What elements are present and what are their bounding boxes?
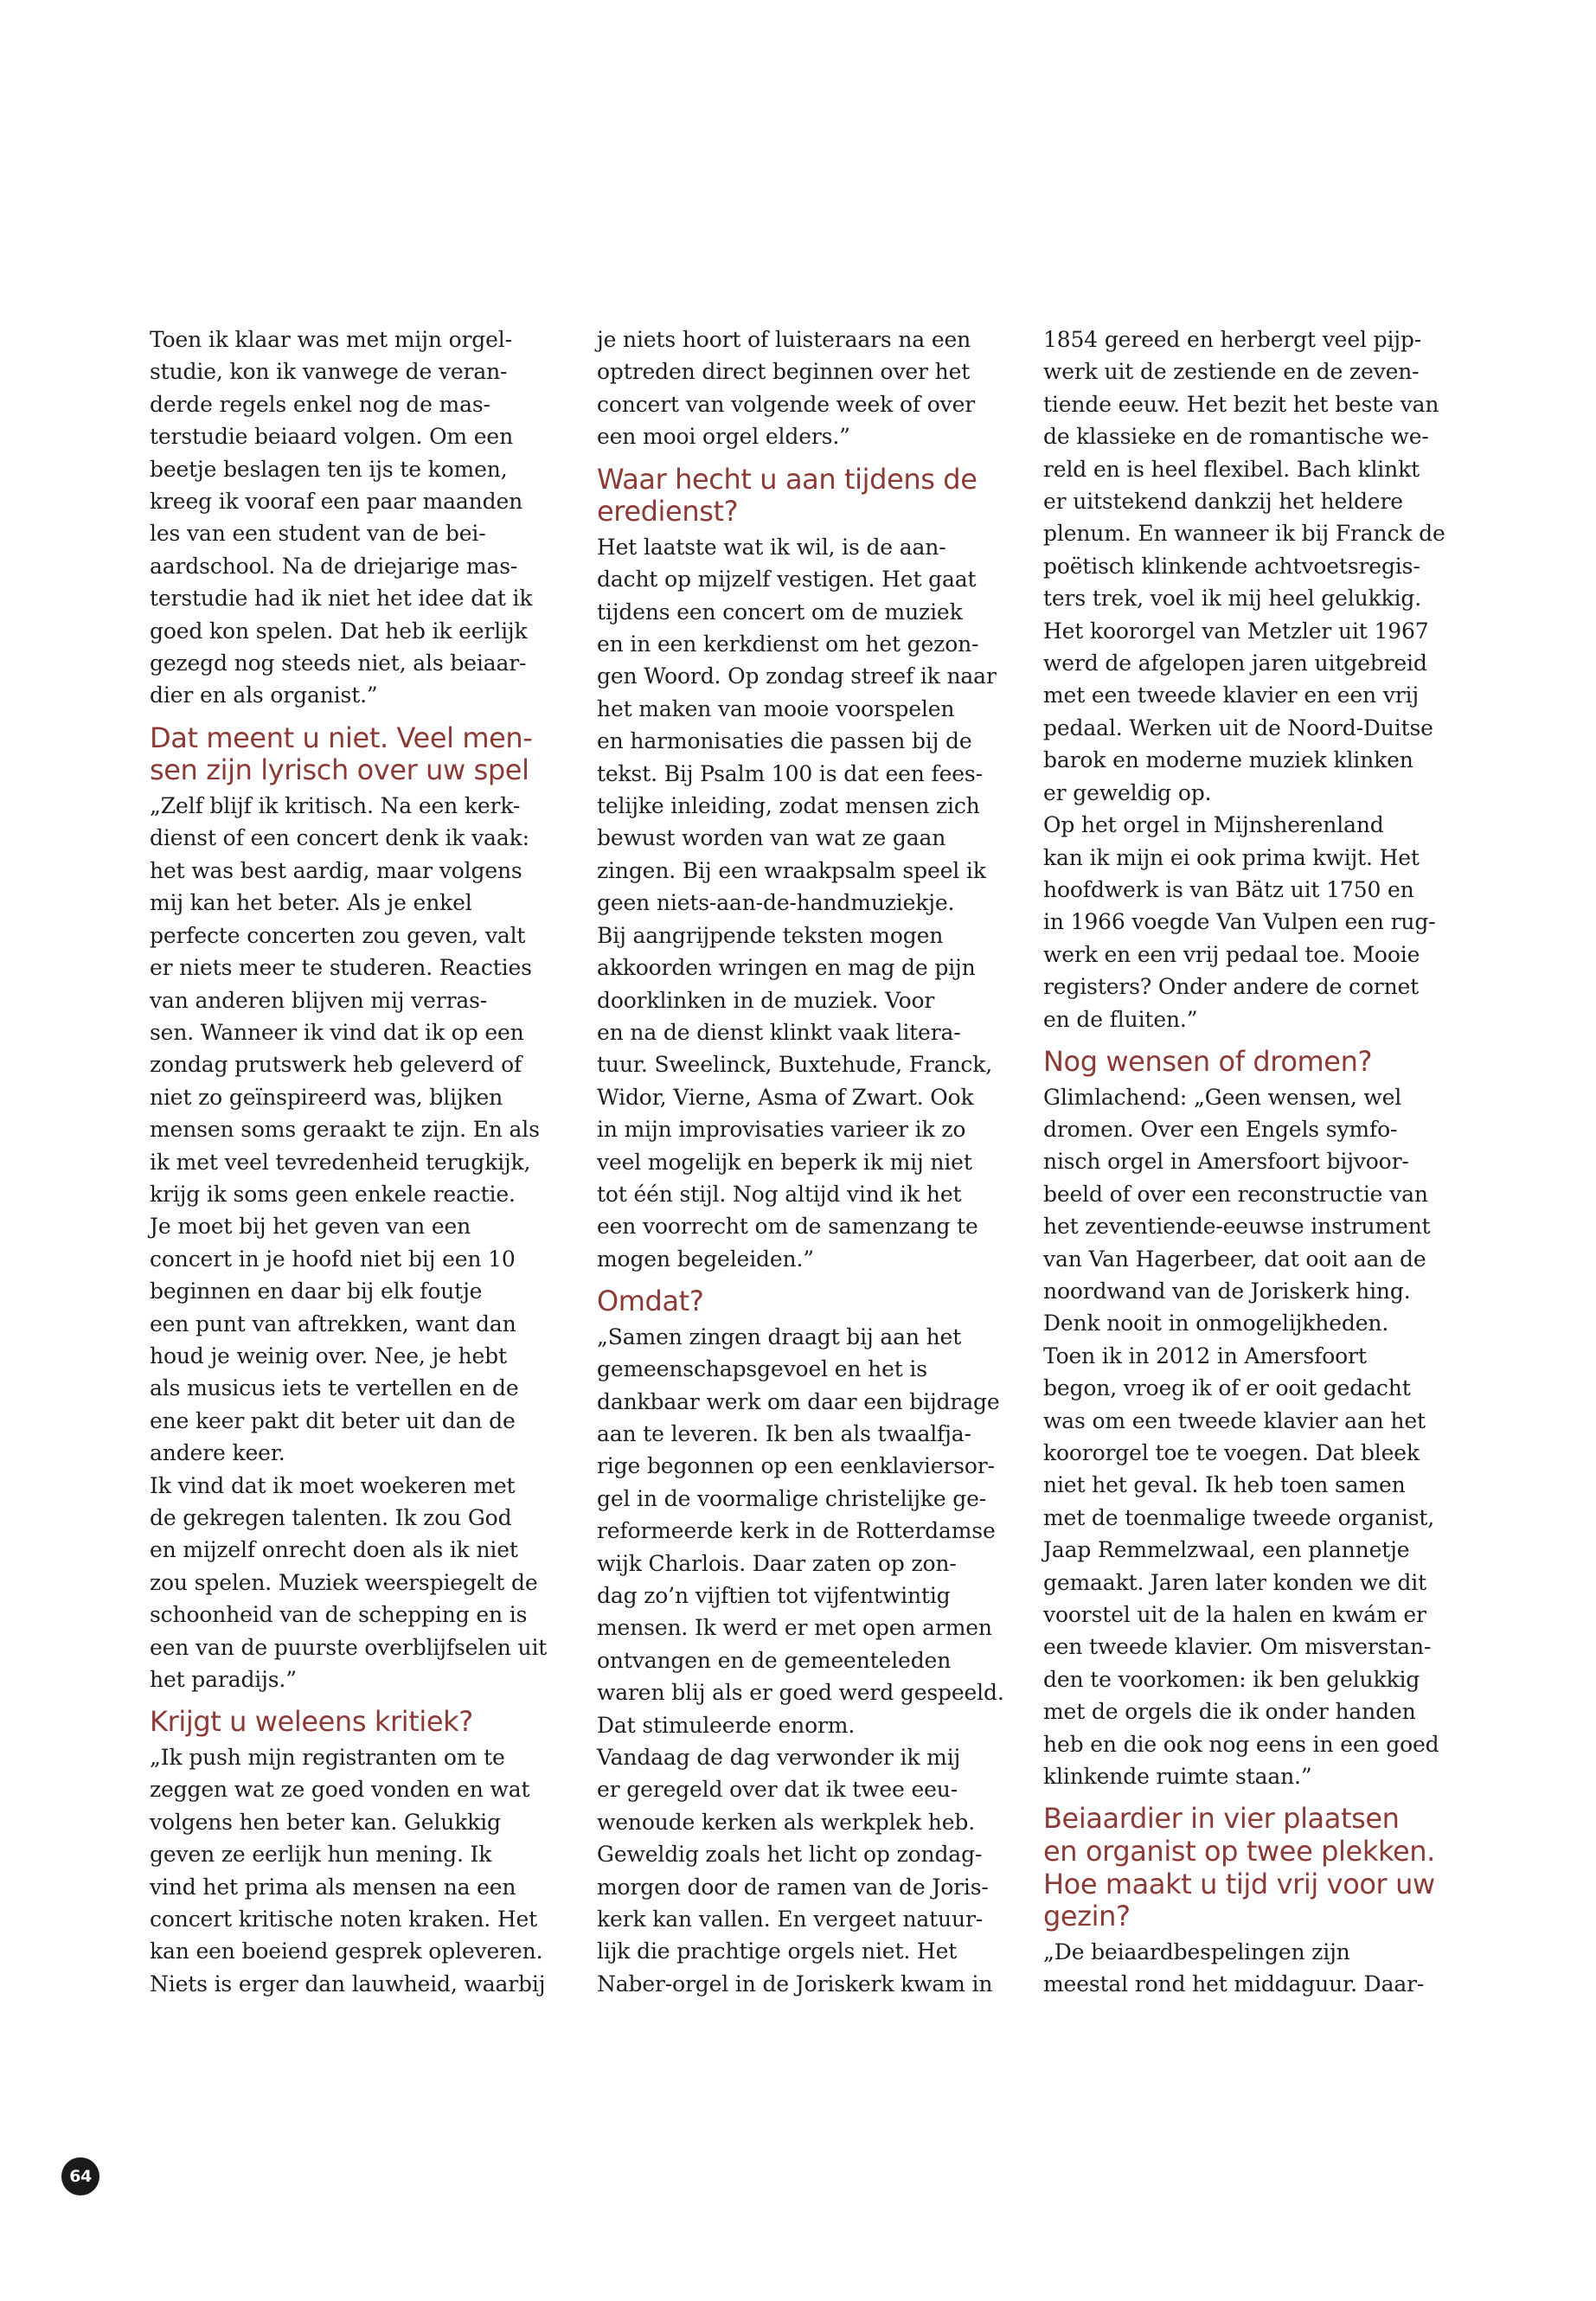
text-line: reformeerde kerk in de Rotterdamse [597, 1518, 996, 1544]
text-line: Het laatste wat ik wil, is de aan- [597, 534, 946, 560]
text-line: poëtisch klinkende achtvoetsregis- [1043, 553, 1420, 579]
text-column-1 [150, 324, 576, 2000]
text-line: dier en als organist.” [150, 683, 378, 708]
text-line: wijk Charlois. Daar zaten op zon- [597, 1550, 957, 1576]
text-line: er geregeld over dat ik twee eeu- [597, 1777, 958, 1803]
heading-line: en organist op twee plekken. [1043, 1835, 1435, 1868]
text-line: concert in je hoofd niet bij een 10 [150, 1246, 516, 1272]
text-line: houd je weinig over. Nee, je hebt [150, 1343, 507, 1368]
text-line: „Zelf blijf ik kritisch. Na een kerk- [150, 793, 521, 819]
text-line: was om een tweede klavier aan het [1043, 1407, 1426, 1433]
heading-line: eredienst? [597, 495, 739, 529]
section-heading [597, 464, 1023, 529]
text-line: concert kritische noten kraken. Het [150, 1907, 538, 1932]
text-line: mij kan het beter. Als je enkel [150, 890, 472, 916]
text-line: van Van Hagerbeer, dat ooit aan de [1043, 1246, 1426, 1272]
text-line: derde regels enkel nog de mas- [150, 391, 490, 417]
text-column-2 [597, 324, 1023, 2000]
text-line: Ik vind dat ik moet woekeren met [150, 1472, 516, 1498]
text-line: met de orgels die ik onder handen [1043, 1699, 1416, 1725]
text-line: in mijn improvisaties varieer ik zo [597, 1117, 966, 1143]
text-line: zeggen wat ze goed vonden en wat [150, 1777, 530, 1803]
text-line: sen. Wanneer ik vind dat ik op een [150, 1019, 524, 1045]
text-line: terstudie beiaard volgen. Om een [150, 424, 514, 450]
text-line: wenoude kerken als werkplek heb. [597, 1809, 975, 1835]
text-line: barok en moderne muziek klinken [1043, 747, 1413, 773]
heading-line: Dat meent u niet. Veel men- [150, 721, 533, 754]
text-line: waren blij als er goed werd gespeeld. [597, 1680, 1004, 1706]
text-line: morgen door de ramen van de Joris- [597, 1874, 989, 1900]
text-line: concert van volgende week of over [597, 391, 976, 417]
section-heading [150, 1706, 576, 1739]
text-line: „Ik push mijn registranten om te [150, 1745, 505, 1771]
text-line: het was best aardig, maar volgens [150, 857, 522, 883]
text-line: tekst. Bij Psalm 100 is dat een fees- [597, 760, 983, 786]
text-line: Vandaag de dag verwonder ik mij [597, 1745, 961, 1771]
text-line: registers? Onder andere de cornet [1043, 974, 1420, 1000]
body-paragraph [1043, 1936, 1470, 2001]
text-line: krijg ik soms geen enkele reactie. [150, 1181, 516, 1207]
text-line: Dat stimuleerde enorm. [597, 1712, 856, 1738]
body-paragraph [597, 324, 1023, 453]
section-heading [150, 722, 576, 787]
text-line: aan te leveren. Ik ben als twaalfja- [597, 1420, 971, 1446]
heading-line: Omdat? [597, 1285, 704, 1318]
text-line: het zeventiende-eeuwse instrument [1043, 1214, 1431, 1240]
text-line: nisch orgel in Amersfoort bijvoor- [1043, 1149, 1409, 1175]
text-line: Geweldig zoals het licht op zondag- [597, 1842, 983, 1868]
text-line: ik met veel tevredenheid terugkijk, [150, 1149, 531, 1175]
text-line: gen Woord. Op zondag streef ik naar [597, 663, 997, 689]
text-line: dromen. Over een Engels symfo- [1043, 1116, 1398, 1142]
text-line: er uitstekend dankzij het heldere [1043, 489, 1403, 515]
section-heading [597, 1285, 1023, 1318]
text-line: heb en die ook nog eens in een goed [1043, 1731, 1439, 1757]
text-line: plenum. En wanneer ik bij Franck de [1043, 521, 1445, 547]
text-line: van anderen blijven mij verras- [150, 987, 488, 1013]
text-line: Bij aangrijpende teksten mogen [597, 922, 944, 948]
text-line: rige begonnen op een eenklaviersor- [597, 1453, 995, 1479]
text-line: telijke inleiding, zodat mensen zich [597, 793, 980, 819]
text-line: mogen begeleiden.” [597, 1246, 814, 1272]
heading-line: sen zijn lyrisch over uw spel [150, 753, 529, 787]
text-line: schoonheid van de schepping en is [150, 1602, 528, 1628]
text-line: terstudie had ik niet het idee dat ik [150, 586, 533, 612]
body-paragraph [597, 531, 1023, 1275]
text-line: Je moet bij het geven van een [150, 1214, 471, 1240]
text-line: Glimlachend: „Geen wensen, wel [1043, 1084, 1402, 1110]
text-line: kerk kan vallen. En vergeet natuur- [597, 1907, 984, 1932]
text-line: een tweede klavier. Om misverstan- [1043, 1634, 1432, 1660]
text-line: bewust worden van wat ze gaan [597, 825, 946, 851]
text-line: in 1966 voegde Van Vulpen een rug- [1043, 909, 1436, 935]
text-line: een punt van aftrekken, want dan [150, 1311, 516, 1336]
text-line: klinkende ruimte staan.” [1043, 1764, 1312, 1790]
text-line: les van een student van de bei- [150, 521, 486, 547]
text-line: meestal rond het middaguur. Daar- [1043, 1971, 1425, 1997]
text-line: Toen ik klaar was met mijn orgel- [150, 327, 512, 352]
text-line: andere keer. [150, 1440, 285, 1466]
text-line: mensen soms geraakt te zijn. En als [150, 1117, 540, 1143]
text-line: je niets hoort of luisteraars na een [597, 327, 971, 352]
section-heading [1043, 1803, 1470, 1932]
text-line: niet het geval. Ik heb toen samen [1043, 1472, 1406, 1498]
section-heading [1043, 1046, 1470, 1079]
body-paragraph [597, 1321, 1023, 2001]
text-line: dienst of een concert denk ik vaak: [150, 825, 529, 851]
text-line: 1854 gereed en herbergt veel pijp- [1043, 327, 1422, 352]
text-line: dacht op mijzelf vestigen. Het gaat [597, 567, 977, 593]
text-line: en de fluiten.” [1043, 1006, 1198, 1032]
text-line: gel in de voormalige christelijke ge- [597, 1485, 987, 1511]
text-line: beeld of over een reconstructie van [1043, 1181, 1428, 1207]
text-line: tiende eeuw. Het bezit het beste van [1043, 391, 1439, 417]
text-line: begon, vroeg ik of er ooit gedacht [1043, 1375, 1411, 1401]
text-line: kreeg ik vooraf een paar maanden [150, 489, 523, 515]
text-line: vind het prima als mensen na een [150, 1874, 516, 1900]
text-line: ontvangen en de gemeenteleden [597, 1647, 952, 1673]
text-line: noordwand van de Joriskerk hing. [1043, 1278, 1411, 1304]
text-line: gemaakt. Jaren later konden we dit [1043, 1569, 1426, 1595]
text-line: werd de afgelopen jaren uitgebreid [1043, 651, 1427, 676]
body-paragraph [150, 324, 576, 712]
text-line: optreden direct beginnen over het [597, 359, 971, 385]
text-line: lijk die prachtige orgels niet. Het [597, 1939, 958, 1965]
text-line: een mooi orgel elders.” [597, 424, 850, 450]
text-line: „De beiaardbespelingen zijn [1043, 1939, 1350, 1965]
text-line: niet zo geïnspireerd was, blijken [150, 1084, 503, 1110]
text-line: dankbaar werk om daar een bijdrage [597, 1388, 1000, 1414]
text-line: Toen ik in 2012 in Amersfoort [1043, 1343, 1367, 1368]
text-line: volgens hen beter kan. Gelukkig [150, 1809, 501, 1835]
text-line: Niets is erger dan lauwheid, waarbij [150, 1971, 546, 1997]
text-line: werk uit de zestiende en de zeven- [1043, 359, 1420, 385]
body-paragraph [1043, 324, 1470, 1035]
text-line: geven ze eerlijk hun mening. Ik [150, 1842, 492, 1868]
text-line: met de toenmalige tweede organist, [1043, 1504, 1435, 1530]
text-line: goed kon spelen. Dat heb ik eerlijk [150, 618, 528, 644]
body-paragraph [1043, 1081, 1470, 1793]
text-line: tijdens een concert om de muziek [597, 599, 963, 625]
text-line: reld en is heel flexibel. Bach klinkt [1043, 456, 1420, 482]
heading-line: Krijgt u weleens kritiek? [150, 1705, 473, 1739]
body-paragraph [150, 790, 576, 1695]
text-line: de gekregen talenten. Ik zou God [150, 1505, 512, 1530]
heading-line: Hoe maakt u tijd vrij voor uw [1043, 1867, 1435, 1900]
text-line: mensen. Ik werd er met open armen [597, 1615, 992, 1641]
text-line: er geweldig op. [1043, 779, 1212, 805]
heading-line: Beiaardier in vier plaatsen [1043, 1802, 1400, 1836]
text-line: doorklinken in de muziek. Voor [597, 987, 935, 1013]
heading-line: gezin? [1043, 1900, 1131, 1933]
text-line: de klassieke en de romantische we- [1043, 424, 1429, 450]
heading-line: Nog wensen of dromen? [1043, 1044, 1373, 1078]
text-line: Het koororgel van Metzler uit 1967 [1043, 618, 1429, 644]
text-line: koororgel toe te voegen. Dat bleek [1043, 1440, 1420, 1465]
text-line: hoofdwerk is van Bätz uit 1750 en [1043, 876, 1414, 902]
text-line: en harmonisaties die passen bij de [597, 728, 972, 754]
text-line: gemeenschapsgevoel en het is [597, 1356, 927, 1382]
text-line: werk en een vrij pedaal toe. Mooie [1043, 941, 1420, 967]
text-line: perfecte concerten zou geven, valt [150, 922, 526, 948]
text-line: den te voorkomen: ik ben gelukkig [1043, 1666, 1420, 1692]
text-line: voorstel uit de la halen en kwám er [1043, 1602, 1426, 1628]
text-line: er niets meer te studeren. Reacties [150, 955, 532, 981]
text-line: het maken van mooie voorspelen [597, 695, 955, 721]
text-line: het paradijs.” [150, 1667, 297, 1693]
text-line: en mijzelf onrecht doen als ik niet [150, 1537, 518, 1563]
text-line: tot één stijl. Nog altijd vind ik het [597, 1181, 962, 1207]
page-number-badge: 64 [61, 2157, 99, 2195]
text-line: beetje beslagen ten ijs te komen, [150, 456, 508, 482]
text-line: kan een boeiend gesprek opleveren. [150, 1939, 543, 1965]
text-line: dag zo’n vijftien tot vijfentwintig [597, 1583, 951, 1608]
text-line: als musicus iets te vertellen en de [150, 1375, 519, 1401]
text-line: beginnen en daar bij elk foutje [150, 1279, 483, 1304]
text-line: veel mogelijk en beperk ik mij niet [597, 1149, 972, 1175]
text-line: een van de puurste overblijfselen uit [150, 1634, 548, 1660]
text-line: Op het orgel in Mijnsherenland [1043, 812, 1384, 838]
text-line: Denk nooit in onmogelijkheden. [1043, 1311, 1389, 1336]
text-line: studie, kon ik vanwege de veran- [150, 359, 508, 385]
text-line: zou spelen. Muziek weerspiegelt de [150, 1569, 538, 1595]
text-line: Jaap Remmelzwaal, een plannetje [1043, 1537, 1410, 1563]
text-line: ters trek, voel ik mij heel gelukkig. [1043, 586, 1422, 612]
text-line: akkoorden wringen en mag de pijn [597, 955, 976, 981]
text-line: ene keer pakt dit beter uit dan de [150, 1407, 516, 1433]
text-line: Naber-orgel in de Joriskerk kwam in [597, 1971, 993, 1997]
text-line: en na de dienst klinkt vaak litera- [597, 1019, 961, 1045]
text-line: pedaal. Werken uit de Noord-Duitse [1043, 715, 1433, 740]
text-line: tuur. Sweelinck, Buxtehude, Franck, [597, 1052, 993, 1078]
text-line: „Samen zingen draagt bij aan het [597, 1324, 962, 1349]
text-line: Widor, Vierne, Asma of Zwart. Ook [597, 1084, 974, 1110]
text-line: met een tweede klavier en een vrij [1043, 683, 1419, 708]
text-line: een voorrecht om de samenzang te [597, 1214, 978, 1240]
text-line: aardschool. Na de driejarige mas- [150, 553, 518, 579]
text-line: en in een kerkdienst om het gezon- [597, 631, 979, 657]
text-line: zingen. Bij een wraakpsalm speel ik [597, 857, 986, 883]
text-line: geen niets-aan-de-handmuziekje. [597, 890, 955, 916]
text-line: gezegd nog steeds niet, als beiaar- [150, 651, 527, 676]
text-line: zondag prutswerk heb geleverd of [150, 1052, 522, 1078]
body-paragraph [150, 1741, 576, 2000]
text-column-3 [1043, 324, 1470, 2001]
heading-line: Waar hecht u aan tijdens de [597, 462, 977, 496]
text-line: kan ik mijn ei ook prima kwijt. Het [1043, 844, 1420, 870]
